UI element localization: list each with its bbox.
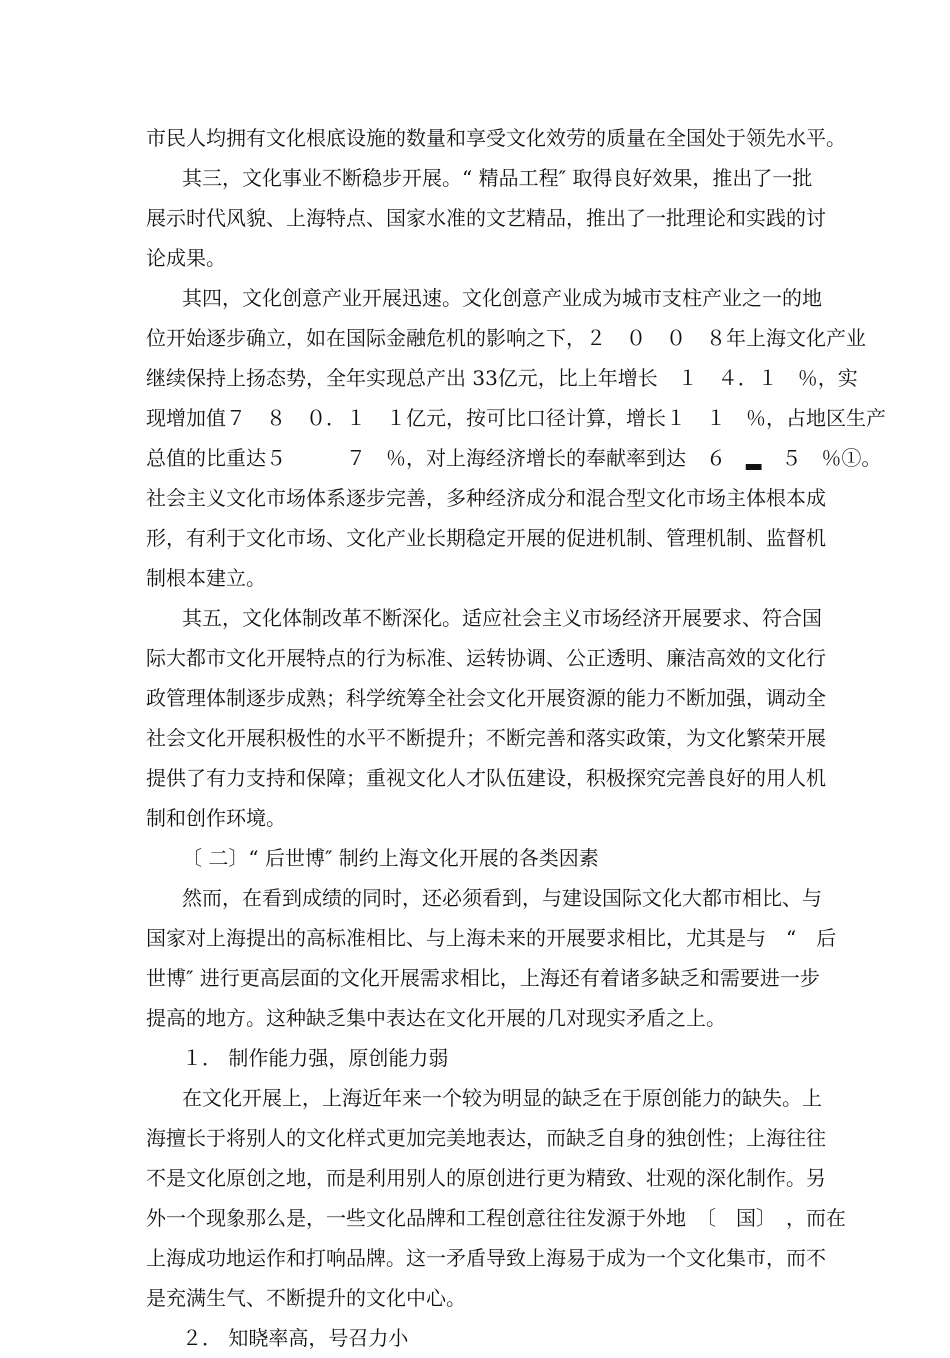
text-line: 继续保持上扬态势，全年实现总产出 33亿元，比上年增长 １ ４．１ ％，实 bbox=[146, 366, 858, 390]
paragraph-start-line: 在文化开展上，上海近年来一个较为明显的缺乏在于原创能力的缺失。上 bbox=[182, 1086, 822, 1110]
section-heading: 〔 二〕“ 后世博″ 制约上海文化开展的各类因素 bbox=[182, 846, 599, 870]
text-line: 提供了有力支持和保障；重视文化人才队伍建设，积极探究完善良好的用人机 bbox=[146, 766, 826, 790]
text-line: 是充满生气、不断提升的文化中心。 bbox=[146, 1286, 466, 1310]
paragraph-start-line: 其四，文化创意产业开展迅速。文化创意产业成为城市支柱产业之一的地 bbox=[182, 286, 822, 310]
text-line: 现增加值７ ８ ０．１ １亿元，按可比口径计算，增长１ １ ％，占地区生产 bbox=[146, 406, 886, 430]
paragraph-start-line: 其五，文化体制改革不断深化。适应社会主义市场经济开展要求、符合国 bbox=[182, 606, 822, 630]
text-line: 总值的比重达５ ７ ％，对上海经济增长的奉献率到达 ６ ▂ ５ ％①。 bbox=[146, 446, 882, 470]
text-line: 不是文化原创之地，而是利用别人的原创进行更为精致、壮观的深化制作。另 bbox=[146, 1166, 826, 1190]
subsection-heading: １． 制作能力强，原创能力弱 bbox=[182, 1046, 449, 1070]
text-line: 社会主义文化市场体系逐步完善，多种经济成分和混合型文化市场主体根本成 bbox=[146, 486, 826, 510]
text-line: 制和创作环境。 bbox=[146, 806, 286, 830]
text-line: 形，有利于文化市场、文化产业长期稳定开展的促进机制、管理机制、监督机 bbox=[146, 526, 826, 550]
paragraph-start-line: 其三，文化事业不断稳步开展。“ 精品工程″ 取得良好效果，推出了一批 bbox=[182, 166, 813, 190]
text-line: 海擅长于将别人的文化样式更加完美地表达，而缺乏自身的独创性；上海往往 bbox=[146, 1126, 826, 1150]
text-line: 世博″ 进行更高层面的文化开展需求相比，上海还有着诸多缺乏和需要进一步 bbox=[146, 966, 820, 990]
text-line: 国家对上海提出的高标准相比、与上海未来的开展要求相比，尤其是与 “ 后 bbox=[146, 926, 837, 950]
text-line: 社会文化开展积极性的水平不断提升；不断完善和落实政策，为文化繁荣开展 bbox=[146, 726, 826, 750]
text-line: 展示时代风貌、上海特点、国家水准的文艺精品，推出了一批理论和实践的讨 bbox=[146, 206, 826, 230]
text-line: 政管理体制逐步成熟；科学统筹全社会文化开展资源的能力不断加强，调动全 bbox=[146, 686, 826, 710]
paragraph-start-line: 然而，在看到成绩的同时，还必须看到，与建设国际文化大都市相比、与 bbox=[182, 886, 822, 910]
text-line: 外一个现象那么是，一些文化品牌和工程创意往往发源于外地 〔 国〕 ，而在 bbox=[146, 1206, 846, 1230]
text-line: 论成果。 bbox=[146, 246, 226, 270]
text-line: 上海成功地运作和打响品牌。这一矛盾导致上海易于成为一个文化集市，而不 bbox=[146, 1246, 826, 1270]
text-line: 市民人均拥有文化根底设施的数量和享受文化效劳的质量在全国处于领先水平。 bbox=[146, 126, 846, 150]
text-line: 际大都市文化开展特点的行为标准、运转协调、公正透明、廉洁高效的文化行 bbox=[146, 646, 826, 670]
text-line: 制根本建立。 bbox=[146, 566, 266, 590]
subsection-heading: ２． 知晓率高，号召力小 bbox=[182, 1326, 409, 1350]
text-line: 位开始逐步确立，如在国际金融危机的影响之下，２ ０ ０ ８年上海文化产业 bbox=[146, 326, 866, 350]
text-line: 提高的地方。这种缺乏集中表达在文化开展的几对现实矛盾之上。 bbox=[146, 1006, 726, 1030]
